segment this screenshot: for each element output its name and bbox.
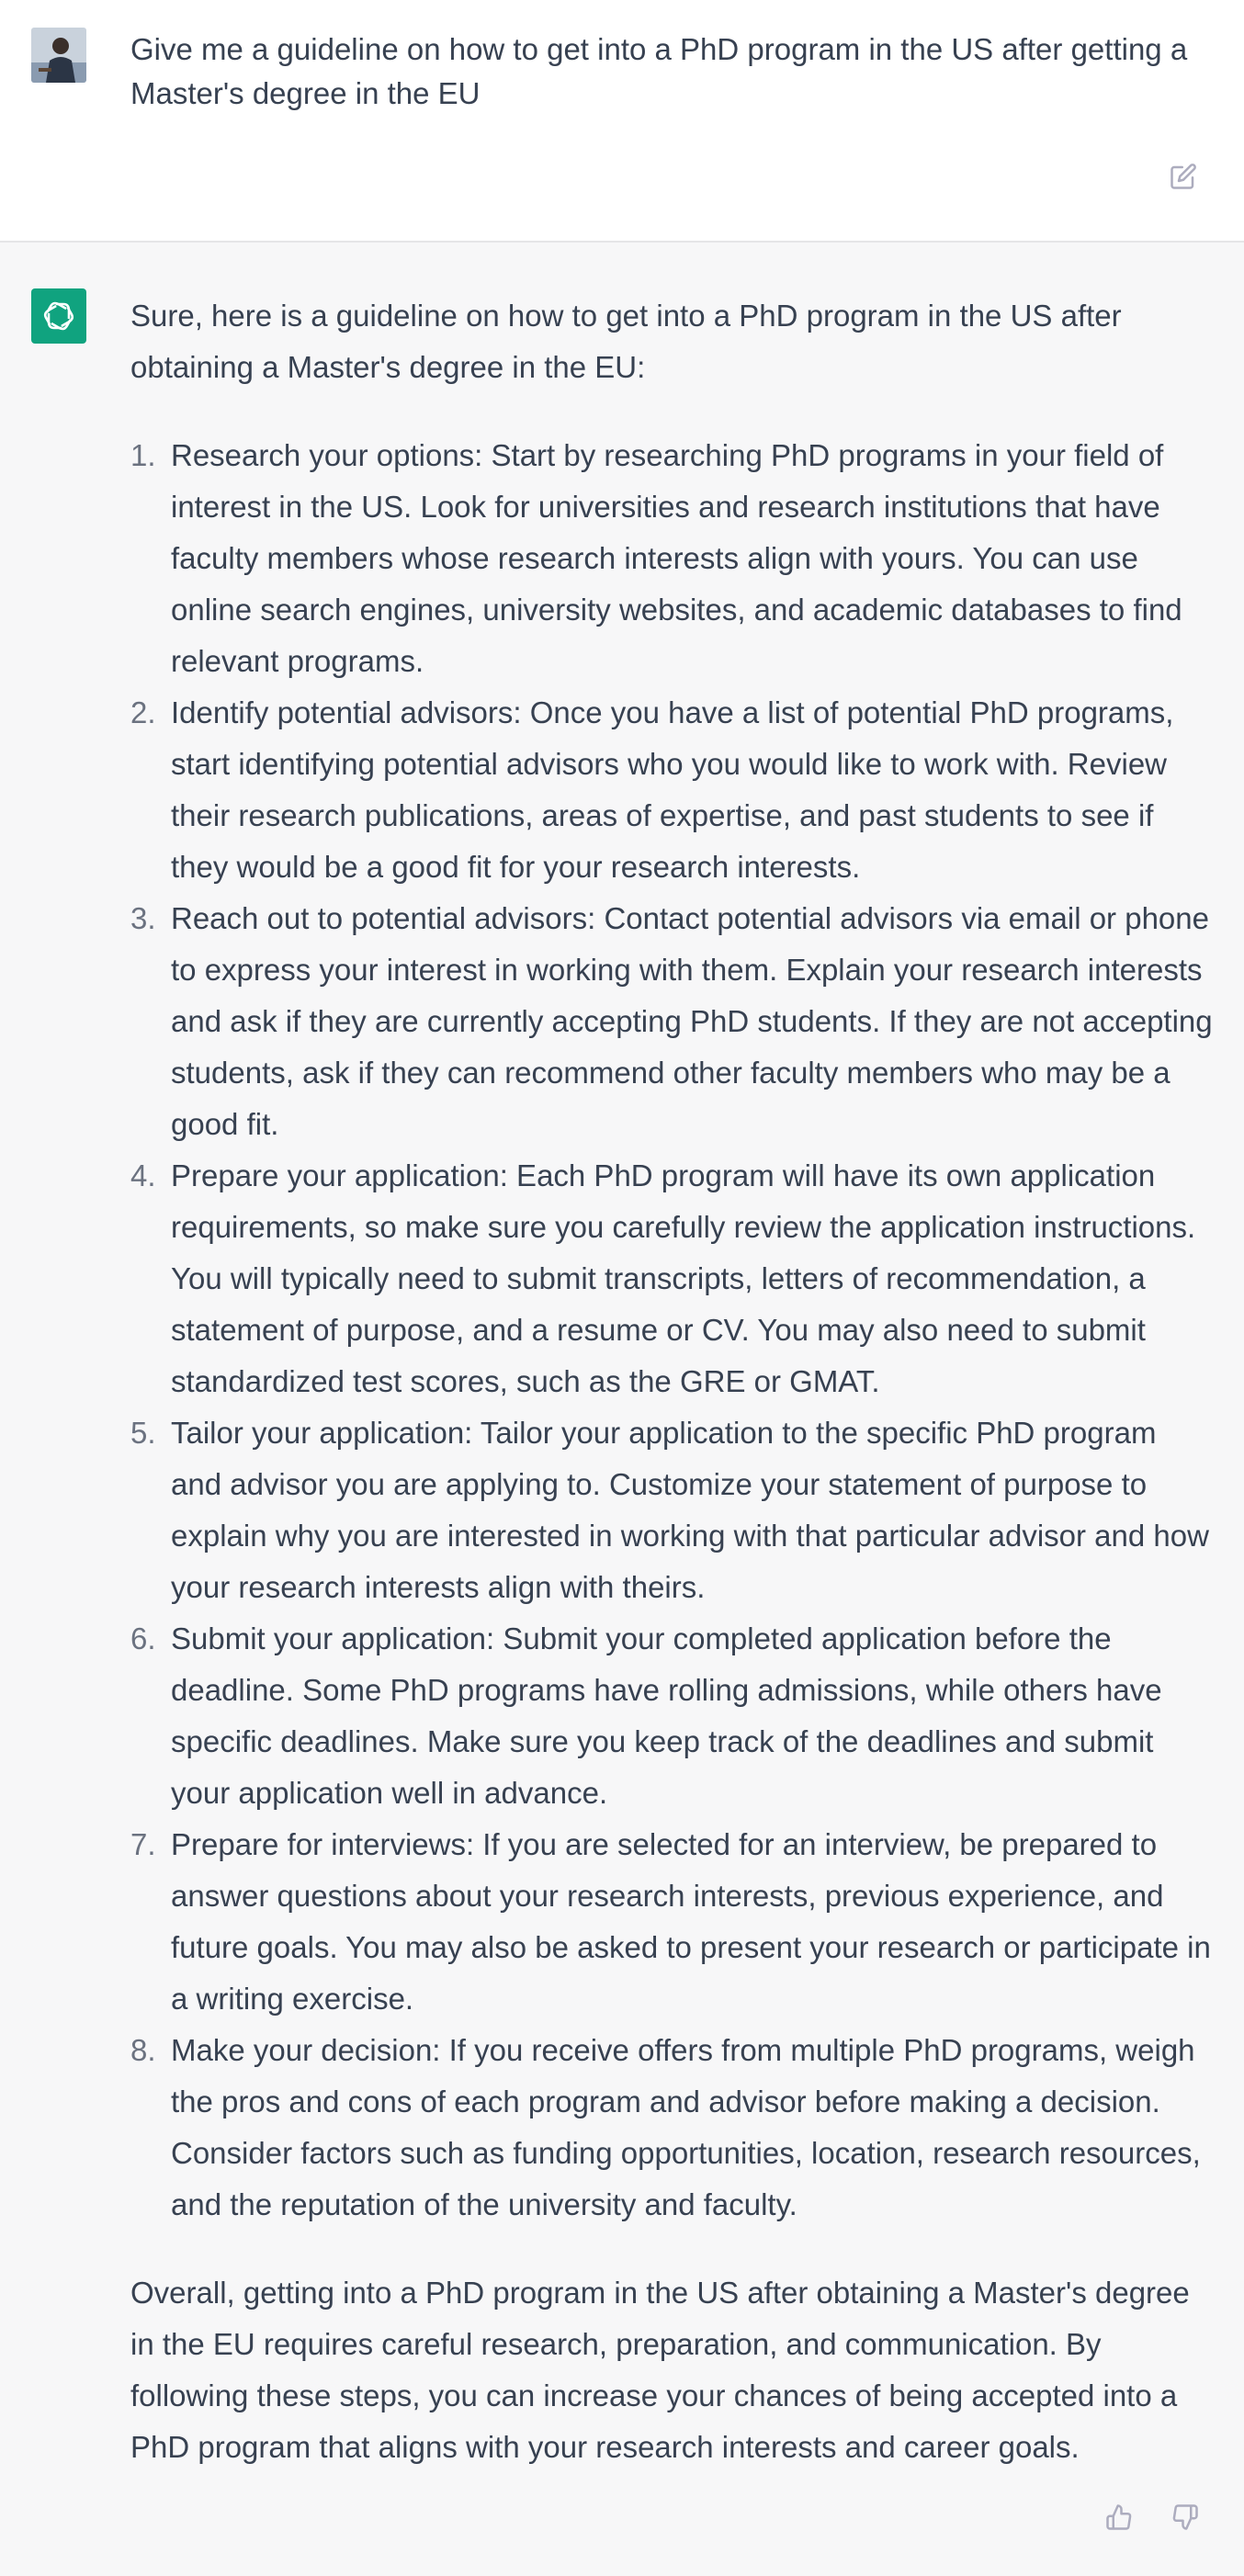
list-item-number: 4. bbox=[130, 1158, 156, 1192]
openai-logo-icon bbox=[40, 298, 77, 334]
assistant-conclusion: Overall, getting into a PhD program in the US after obtaining a Master's degree in the EU requires careful research, preparation, and communication. By following these steps, you can increase your chances of being accepted into a PhD program that aligns with your research interests and career goals. bbox=[130, 2276, 1190, 2464]
list-item bbox=[130, 893, 1213, 1150]
thumbs-up-button[interactable] bbox=[1101, 2499, 1137, 2536]
user-avatar-photo bbox=[31, 28, 86, 83]
list-item-number: 7. bbox=[130, 1827, 156, 1861]
user-avatar bbox=[31, 28, 86, 83]
list-item bbox=[130, 1819, 1213, 2025]
list-item-number: 6. bbox=[130, 1621, 156, 1655]
list-item-number: 2. bbox=[130, 695, 156, 729]
assistant-intro: Sure, here is a guideline on how to get into a PhD program in the US after obtaining a Master's degree in the EU: bbox=[130, 299, 1122, 384]
list-item-number: 1. bbox=[130, 438, 156, 472]
thumbs-up-icon bbox=[1105, 2503, 1133, 2531]
assistant-message bbox=[0, 243, 1244, 2576]
assistant-avatar bbox=[31, 288, 86, 344]
thumbs-down-icon bbox=[1171, 2503, 1199, 2531]
list-item bbox=[130, 1150, 1213, 1407]
list-item-number: 5. bbox=[130, 1416, 156, 1450]
list-item bbox=[130, 2025, 1213, 2231]
list-item-text: Submit your application: Submit your completed application before the deadline. Some PhD programs have rolling admissions, while others have specific deadlines. Make sure you keep track of the deadlines and submit your application well in advance. bbox=[171, 1621, 1162, 1810]
list-item-text: Reach out to potential advisors: Contact potential advisors via email or phone to express your interest in working with them. Explain your research interests and ask if they are currently accepting PhD students. If they are not accepting students, ask if they can recommend other faculty members who may be a good fit. bbox=[171, 901, 1213, 1141]
list-item-text: Make your decision: If you receive offers from multiple PhD programs, weigh the pros and cons of each program and advisor before making a decision. Consider factors such as funding opportunities, location, research resources, and the reputation of the university and faculty. bbox=[171, 2033, 1201, 2221]
list-item-number: 8. bbox=[130, 2033, 156, 2067]
list-item-text: Tailor your application: Tailor your application to the specific PhD program and advisor you are applying to. Customize your statement of purpose to explain why you are interested in working with that particular advisor and how your research interests align with theirs. bbox=[171, 1416, 1209, 1604]
guideline-steps-list bbox=[130, 430, 1213, 2231]
list-item-text: Prepare your application: Each PhD program will have its own application requirements, so make sure you carefully review the application instructions. You will typically need to submit transcripts, letters of recommendation, a statement of purpose, and a resume or CV. You may also need to submit standardized test scores, such as the GRE or GMAT. bbox=[171, 1158, 1196, 1398]
list-item bbox=[130, 687, 1213, 893]
assistant-message-body bbox=[130, 290, 1213, 2473]
user-message bbox=[0, 0, 1244, 243]
list-item-text: Identify potential advisors: Once you have a list of potential PhD programs, start identifying potential advisors who you would like to work with. Review their research publications, areas of expertise, and past students to see if they would be a good fit for your research interests. bbox=[171, 695, 1174, 884]
user-message-text: Give me a guideline on how to get into a PhD program in the US after getting a Master's degree in the EU bbox=[130, 32, 1188, 110]
list-item bbox=[130, 1407, 1213, 1613]
edit-button[interactable] bbox=[1165, 158, 1202, 195]
list-item-number: 3. bbox=[130, 901, 156, 935]
list-item bbox=[130, 1613, 1213, 1819]
thumbs-down-button[interactable] bbox=[1167, 2499, 1204, 2536]
list-item-text: Research your options: Start by researching PhD programs in your field of interest in the US. Look for universities and research institutions that have faculty members whose research interests align with yours. You can use online search engines, university websites, and academic databases to find relevant programs. bbox=[171, 438, 1182, 678]
list-item-text: Prepare for interviews: If you are selected for an interview, be prepared to answer questions about your research interests, previous experience, and future goals. You may also be asked to present your research or participate in a writing exercise. bbox=[171, 1827, 1211, 2016]
edit-icon bbox=[1170, 163, 1197, 190]
list-item bbox=[130, 430, 1213, 687]
